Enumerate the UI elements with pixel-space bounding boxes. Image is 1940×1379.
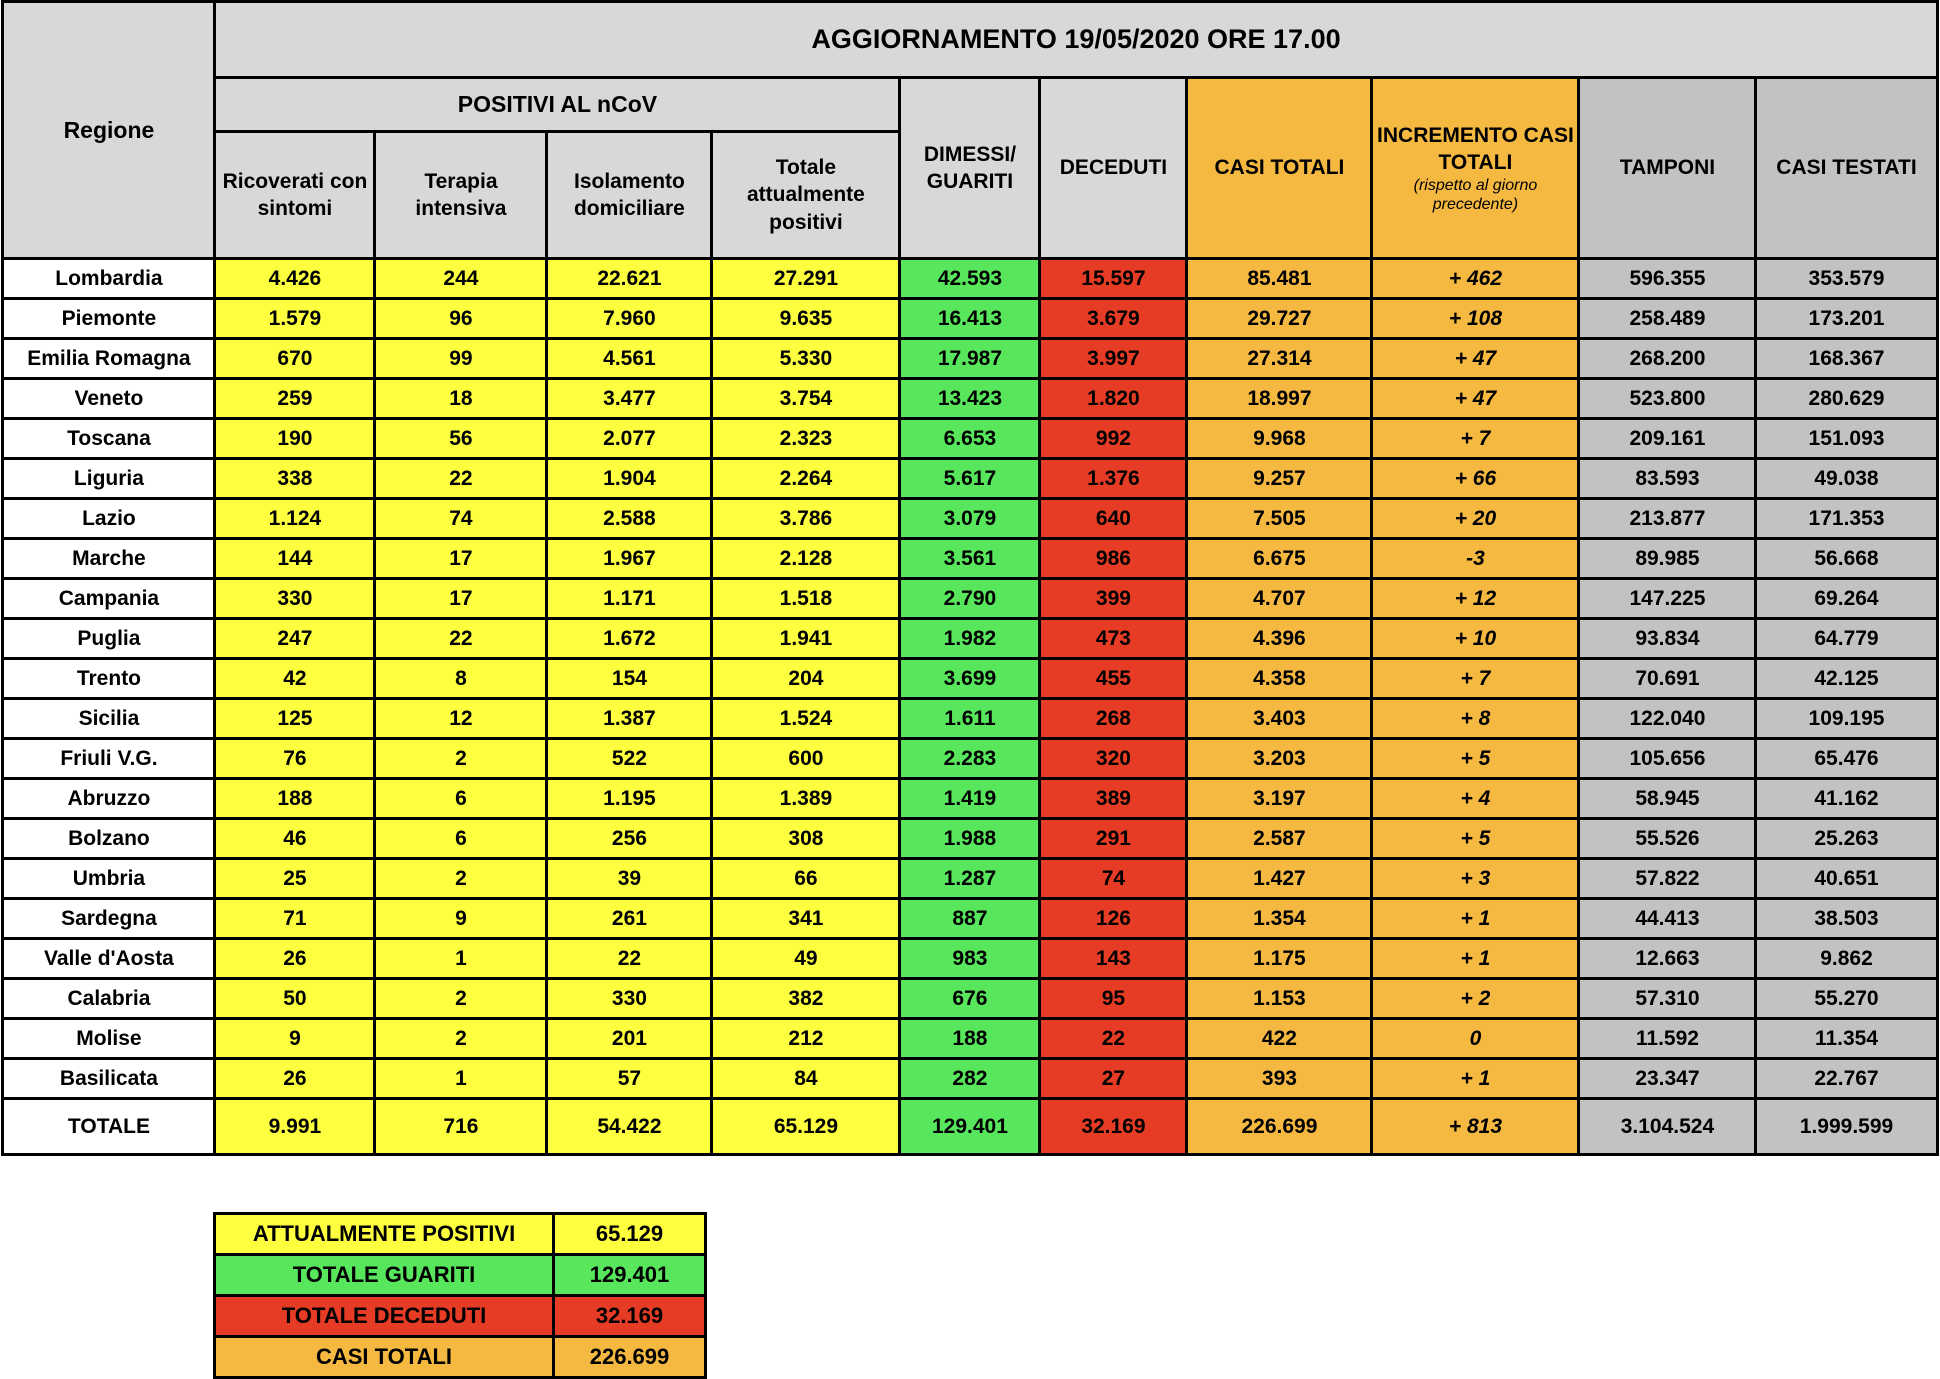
cell-casi-testati: 1.999.599 [1756,1099,1937,1155]
cell-ricoverati: 330 [215,579,375,619]
table-row [3,1059,1937,1099]
cell-totale-positivi: 2.323 [712,419,900,459]
cell-incremento: + 108 [1372,299,1579,339]
cell-deceduti: 473 [1040,619,1187,659]
cell-incremento: + 7 [1372,659,1579,699]
cell-isolamento: 256 [547,819,712,859]
cell-casi-testati: 280.629 [1756,379,1937,419]
column-header-totale-positivi: Totale attualmente positivi [712,132,900,259]
cell-incremento: + 12 [1372,579,1579,619]
cell-incremento: + 8 [1372,699,1579,739]
cell-isolamento: 57 [547,1059,712,1099]
cell-ricoverati: 26 [215,1059,375,1099]
cell-ricoverati: 42 [215,659,375,699]
cell-tamponi: 58.945 [1579,779,1756,819]
cell-casi-testati: 38.503 [1756,899,1937,939]
cell-casi-testati: 171.353 [1756,499,1937,539]
cell-deceduti: 1.820 [1040,379,1187,419]
cell-terapia-intensiva: 6 [375,779,547,819]
cell-regione: Sicilia [3,699,215,739]
cell-deceduti: 3.997 [1040,339,1187,379]
cell-incremento: + 2 [1372,979,1579,1019]
cell-isolamento: 1.904 [547,459,712,499]
table-row [3,899,1937,939]
cell-casi-totali: 9.257 [1187,459,1372,499]
cell-ricoverati: 25 [215,859,375,899]
cell-casi-testati: 109.195 [1756,699,1937,739]
cell-regione: TOTALE [3,1099,215,1155]
cell-casi-totali: 7.505 [1187,499,1372,539]
table-row [3,659,1937,699]
cell-totale-positivi: 1.389 [712,779,900,819]
cell-casi-totali: 1.354 [1187,899,1372,939]
cell-dimessi-guariti: 17.987 [900,339,1040,379]
cell-totale-positivi: 600 [712,739,900,779]
cell-casi-testati: 55.270 [1756,979,1937,1019]
cell-casi-testati: 41.162 [1756,779,1937,819]
cell-casi-totali: 9.968 [1187,419,1372,459]
cell-dimessi-guariti: 3.699 [900,659,1040,699]
cell-ricoverati: 670 [215,339,375,379]
cell-casi-totali: 3.197 [1187,779,1372,819]
cell-casi-testati: 42.125 [1756,659,1937,699]
cell-isolamento: 1.967 [547,539,712,579]
summary-row [215,1214,706,1255]
cell-ricoverati: 1.124 [215,499,375,539]
cell-dimessi-guariti: 1.419 [900,779,1040,819]
cell-totale-positivi: 27.291 [712,259,900,299]
table-row [3,259,1937,299]
cell-deceduti: 986 [1040,539,1187,579]
cell-tamponi: 70.691 [1579,659,1756,699]
cell-casi-testati: 40.651 [1756,859,1937,899]
cell-incremento: + 10 [1372,619,1579,659]
cell-dimessi-guariti: 6.653 [900,419,1040,459]
cell-tamponi: 523.800 [1579,379,1756,419]
cell-regione: Trento [3,659,215,699]
cell-totale-positivi: 3.754 [712,379,900,419]
cell-deceduti: 22 [1040,1019,1187,1059]
cell-dimessi-guariti: 3.079 [900,499,1040,539]
cell-casi-testati: 353.579 [1756,259,1937,299]
table-row [3,619,1937,659]
cell-regione: Emilia Romagna [3,339,215,379]
cell-deceduti: 389 [1040,779,1187,819]
cell-terapia-intensiva: 96 [375,299,547,339]
cell-ricoverati: 188 [215,779,375,819]
cell-deceduti: 399 [1040,579,1187,619]
table-row [3,939,1937,979]
cell-terapia-intensiva: 716 [375,1099,547,1155]
cell-casi-totali: 422 [1187,1019,1372,1059]
cell-terapia-intensiva: 6 [375,819,547,859]
cell-regione: Campania [3,579,215,619]
column-header-terapia-intensiva: Terapia intensiva [375,132,547,259]
cell-regione: Bolzano [3,819,215,859]
table-row [3,379,1937,419]
cell-isolamento: 201 [547,1019,712,1059]
table-row [3,459,1937,499]
column-header-deceduti: DECEDUTI [1040,78,1187,259]
cell-tamponi: 213.877 [1579,499,1756,539]
cell-casi-totali: 18.997 [1187,379,1372,419]
table-row [3,539,1937,579]
cell-casi-totali: 6.675 [1187,539,1372,579]
column-header-regione: Regione [3,2,215,259]
table-row [3,419,1937,459]
cell-deceduti: 3.679 [1040,299,1187,339]
table-row [3,299,1937,339]
column-header-casi-testati: CASI TESTATI [1756,78,1937,259]
cell-terapia-intensiva: 2 [375,739,547,779]
cell-incremento: + 66 [1372,459,1579,499]
cell-totale-positivi: 84 [712,1059,900,1099]
cell-tamponi: 122.040 [1579,699,1756,739]
cell-dimessi-guariti: 3.561 [900,539,1040,579]
cell-ricoverati: 50 [215,979,375,1019]
cell-deceduti: 143 [1040,939,1187,979]
cell-terapia-intensiva: 74 [375,499,547,539]
summary-row [215,1337,706,1378]
cell-isolamento: 1.195 [547,779,712,819]
cell-terapia-intensiva: 244 [375,259,547,299]
incremento-label: INCREMENTO CASI TOTALI [1377,123,1574,174]
cell-totale-positivi: 65.129 [712,1099,900,1155]
cell-incremento: -3 [1372,539,1579,579]
cell-deceduti: 126 [1040,899,1187,939]
cell-casi-totali: 4.358 [1187,659,1372,699]
cell-dimessi-guariti: 1.982 [900,619,1040,659]
covid-region-table [1,0,1938,1156]
cell-terapia-intensiva: 8 [375,659,547,699]
cell-dimessi-guariti: 13.423 [900,379,1040,419]
cell-casi-testati: 173.201 [1756,299,1937,339]
cell-tamponi: 11.592 [1579,1019,1756,1059]
cell-terapia-intensiva: 17 [375,539,547,579]
cell-tamponi: 23.347 [1579,1059,1756,1099]
cell-isolamento: 2.077 [547,419,712,459]
cell-dimessi-guariti: 42.593 [900,259,1040,299]
column-header-ricoverati: Ricoverati con sintomi [215,132,375,259]
cell-casi-testati: 56.668 [1756,539,1937,579]
cell-isolamento: 3.477 [547,379,712,419]
cell-terapia-intensiva: 1 [375,1059,547,1099]
cell-regione: Lazio [3,499,215,539]
cell-isolamento: 261 [547,899,712,939]
cell-isolamento: 1.672 [547,619,712,659]
cell-terapia-intensiva: 22 [375,459,547,499]
summary-row [215,1255,706,1296]
cell-regione: Basilicata [3,1059,215,1099]
cell-ricoverati: 71 [215,899,375,939]
cell-deceduti: 640 [1040,499,1187,539]
cell-terapia-intensiva: 9 [375,899,547,939]
cell-regione: Veneto [3,379,215,419]
cell-incremento: + 813 [1372,1099,1579,1155]
cell-deceduti: 74 [1040,859,1187,899]
cell-regione: Piemonte [3,299,215,339]
cell-casi-totali: 1.427 [1187,859,1372,899]
table-row [3,499,1937,539]
cell-totale-positivi: 212 [712,1019,900,1059]
summary-label: TOTALE GUARITI [215,1255,554,1296]
cell-tamponi: 268.200 [1579,339,1756,379]
cell-totale-positivi: 49 [712,939,900,979]
cell-terapia-intensiva: 12 [375,699,547,739]
cell-dimessi-guariti: 887 [900,899,1040,939]
cell-ricoverati: 247 [215,619,375,659]
cell-incremento: + 5 [1372,819,1579,859]
cell-regione: Lombardia [3,259,215,299]
cell-incremento: + 20 [1372,499,1579,539]
cell-terapia-intensiva: 17 [375,579,547,619]
cell-terapia-intensiva: 2 [375,1019,547,1059]
cell-casi-totali: 3.203 [1187,739,1372,779]
cell-tamponi: 55.526 [1579,819,1756,859]
cell-casi-totali: 85.481 [1187,259,1372,299]
cell-regione: Friuli V.G. [3,739,215,779]
cell-isolamento: 22 [547,939,712,979]
cell-casi-totali: 3.403 [1187,699,1372,739]
cell-terapia-intensiva: 1 [375,939,547,979]
cell-ricoverati: 9 [215,1019,375,1059]
cell-deceduti: 32.169 [1040,1099,1187,1155]
cell-regione: Puglia [3,619,215,659]
cell-ricoverati: 26 [215,939,375,979]
cell-casi-totali: 2.587 [1187,819,1372,859]
cell-dimessi-guariti: 983 [900,939,1040,979]
table-row [3,739,1937,779]
cell-incremento: + 3 [1372,859,1579,899]
cell-isolamento: 22.621 [547,259,712,299]
cell-regione: Umbria [3,859,215,899]
cell-tamponi: 258.489 [1579,299,1756,339]
cell-dimessi-guariti: 1.988 [900,819,1040,859]
cell-deceduti: 455 [1040,659,1187,699]
table-row [3,859,1937,899]
cell-regione: Valle d'Aosta [3,939,215,979]
cell-casi-totali: 4.396 [1187,619,1372,659]
cell-totale-positivi: 66 [712,859,900,899]
cell-incremento: + 462 [1372,259,1579,299]
table-title: AGGIORNAMENTO 19/05/2020 ORE 17.00 [215,2,1937,78]
cell-totale-positivi: 1.941 [712,619,900,659]
cell-isolamento: 522 [547,739,712,779]
cell-totale-positivi: 1.518 [712,579,900,619]
column-group-positivi: POSITIVI AL nCoV [215,78,900,132]
cell-casi-totali: 4.707 [1187,579,1372,619]
cell-tamponi: 3.104.524 [1579,1099,1756,1155]
cell-casi-testati: 11.354 [1756,1019,1937,1059]
cell-ricoverati: 9.991 [215,1099,375,1155]
cell-isolamento: 154 [547,659,712,699]
cell-dimessi-guariti: 1.611 [900,699,1040,739]
cell-isolamento: 1.387 [547,699,712,739]
cell-totale-positivi: 204 [712,659,900,699]
summary-value: 226.699 [554,1337,706,1378]
cell-tamponi: 12.663 [1579,939,1756,979]
cell-casi-totali: 1.175 [1187,939,1372,979]
cell-casi-testati: 22.767 [1756,1059,1937,1099]
incremento-note: (rispetto al giorno precedente) [1413,177,1538,214]
cell-incremento: + 47 [1372,339,1579,379]
totale-row [3,1099,1937,1155]
column-header-dimessi-guariti: DIMESSI/ GUARITI [900,78,1040,259]
cell-totale-positivi: 5.330 [712,339,900,379]
column-header-tamponi: TAMPONI [1579,78,1756,259]
cell-terapia-intensiva: 2 [375,979,547,1019]
cell-casi-testati: 64.779 [1756,619,1937,659]
table-row [3,819,1937,859]
summary-label: TOTALE DECEDUTI [215,1296,554,1337]
cell-totale-positivi: 3.786 [712,499,900,539]
cell-totale-positivi: 382 [712,979,900,1019]
summary-label: CASI TOTALI [215,1337,554,1378]
cell-totale-positivi: 9.635 [712,299,900,339]
table-row [3,699,1937,739]
cell-terapia-intensiva: 56 [375,419,547,459]
cell-casi-testati: 9.862 [1756,939,1937,979]
column-header-casi-totali: CASI TOTALI [1187,78,1372,259]
summary-value: 65.129 [554,1214,706,1255]
cell-casi-totali: 226.699 [1187,1099,1372,1155]
cell-casi-testati: 69.264 [1756,579,1937,619]
cell-regione: Marche [3,539,215,579]
cell-incremento: + 7 [1372,419,1579,459]
cell-totale-positivi: 341 [712,899,900,939]
cell-tamponi: 89.985 [1579,539,1756,579]
cell-incremento: 0 [1372,1019,1579,1059]
cell-regione: Toscana [3,419,215,459]
cell-isolamento: 39 [547,859,712,899]
cell-casi-testati: 65.476 [1756,739,1937,779]
table-row [3,1019,1937,1059]
cell-totale-positivi: 1.524 [712,699,900,739]
table-row [3,579,1937,619]
cell-terapia-intensiva: 22 [375,619,547,659]
cell-ricoverati: 259 [215,379,375,419]
cell-tamponi: 44.413 [1579,899,1756,939]
cell-incremento: + 1 [1372,899,1579,939]
cell-tamponi: 93.834 [1579,619,1756,659]
cell-totale-positivi: 308 [712,819,900,859]
cell-deceduti: 268 [1040,699,1187,739]
cell-ricoverati: 76 [215,739,375,779]
cell-tamponi: 105.656 [1579,739,1756,779]
cell-casi-testati: 168.367 [1756,339,1937,379]
cell-casi-testati: 49.038 [1756,459,1937,499]
cell-ricoverati: 1.579 [215,299,375,339]
cell-deceduti: 992 [1040,419,1187,459]
cell-dimessi-guariti: 2.790 [900,579,1040,619]
cell-deceduti: 320 [1040,739,1187,779]
cell-isolamento: 2.588 [547,499,712,539]
cell-dimessi-guariti: 676 [900,979,1040,1019]
table-row [3,339,1937,379]
cell-dimessi-guariti: 5.617 [900,459,1040,499]
cell-casi-testati: 151.093 [1756,419,1937,459]
cell-terapia-intensiva: 18 [375,379,547,419]
cell-dimessi-guariti: 2.283 [900,739,1040,779]
cell-dimessi-guariti: 188 [900,1019,1040,1059]
cell-casi-totali: 27.314 [1187,339,1372,379]
summary-value: 129.401 [554,1255,706,1296]
cell-incremento: + 1 [1372,939,1579,979]
cell-tamponi: 596.355 [1579,259,1756,299]
cell-deceduti: 291 [1040,819,1187,859]
cell-ricoverati: 46 [215,819,375,859]
cell-totale-positivi: 2.264 [712,459,900,499]
cell-ricoverati: 338 [215,459,375,499]
cell-regione: Abruzzo [3,779,215,819]
cell-regione: Calabria [3,979,215,1019]
cell-ricoverati: 190 [215,419,375,459]
cell-deceduti: 15.597 [1040,259,1187,299]
cell-tamponi: 57.822 [1579,859,1756,899]
cell-regione: Sardegna [3,899,215,939]
cell-dimessi-guariti: 16.413 [900,299,1040,339]
cell-isolamento: 330 [547,979,712,1019]
cell-ricoverati: 4.426 [215,259,375,299]
cell-isolamento: 7.960 [547,299,712,339]
cell-incremento: + 4 [1372,779,1579,819]
cell-casi-totali: 1.153 [1187,979,1372,1019]
cell-regione: Molise [3,1019,215,1059]
table-row [3,779,1937,819]
summary-label: ATTUALMENTE POSITIVI [215,1214,554,1255]
cell-terapia-intensiva: 99 [375,339,547,379]
table-row [3,979,1937,1019]
cell-tamponi: 209.161 [1579,419,1756,459]
cell-casi-totali: 393 [1187,1059,1372,1099]
cell-deceduti: 1.376 [1040,459,1187,499]
cell-casi-totali: 29.727 [1187,299,1372,339]
cell-tamponi: 83.593 [1579,459,1756,499]
cell-dimessi-guariti: 1.287 [900,859,1040,899]
cell-incremento: + 5 [1372,739,1579,779]
cell-dimessi-guariti: 282 [900,1059,1040,1099]
cell-ricoverati: 144 [215,539,375,579]
cell-tamponi: 57.310 [1579,979,1756,1019]
cell-deceduti: 27 [1040,1059,1187,1099]
cell-deceduti: 95 [1040,979,1187,1019]
column-header-incremento [1372,78,1579,259]
summary-value: 32.169 [554,1296,706,1337]
cell-casi-testati: 25.263 [1756,819,1937,859]
cell-isolamento: 54.422 [547,1099,712,1155]
summary-row [215,1296,706,1337]
summary-table [213,1212,707,1379]
cell-incremento: + 1 [1372,1059,1579,1099]
cell-isolamento: 1.171 [547,579,712,619]
cell-regione: Liguria [3,459,215,499]
cell-tamponi: 147.225 [1579,579,1756,619]
cell-incremento: + 47 [1372,379,1579,419]
cell-dimessi-guariti: 129.401 [900,1099,1040,1155]
column-header-isolamento: Isolamento domiciliare [547,132,712,259]
cell-terapia-intensiva: 2 [375,859,547,899]
cell-ricoverati: 125 [215,699,375,739]
cell-isolamento: 4.561 [547,339,712,379]
cell-totale-positivi: 2.128 [712,539,900,579]
